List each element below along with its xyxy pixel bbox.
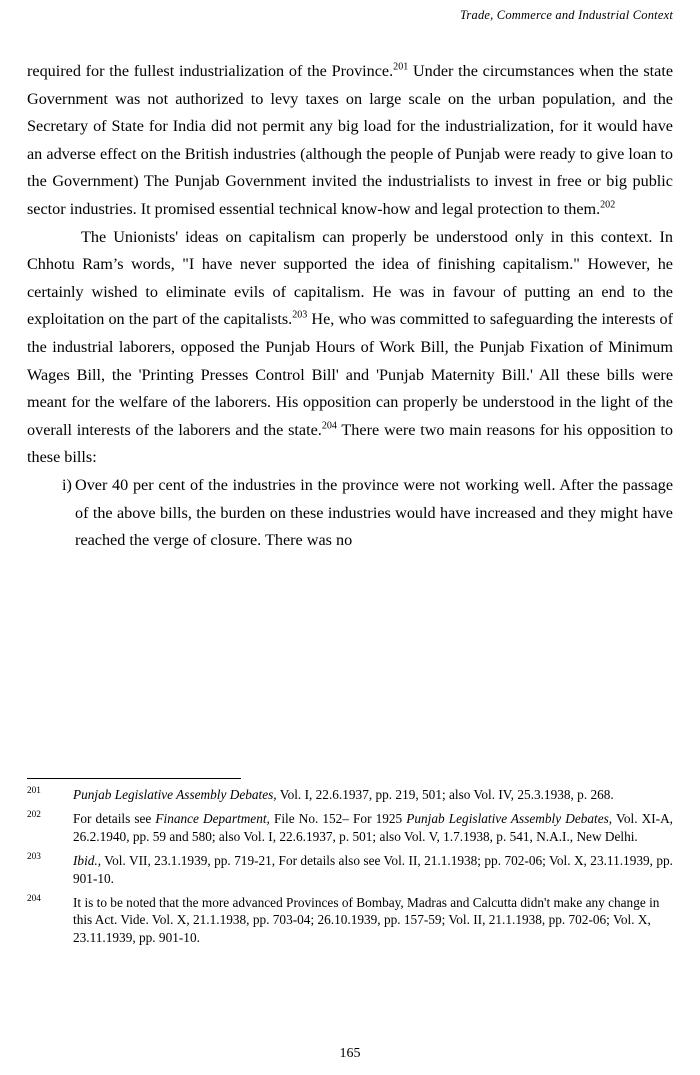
list-item — [27, 472, 673, 555]
roman-run: File No. 152– For 1925 — [269, 811, 407, 827]
footnote-number: 203 — [27, 852, 41, 863]
page-number: 165 — [339, 1046, 361, 1061]
italic-run: Finance Department, — [155, 811, 270, 827]
footnote-204 — [27, 894, 673, 946]
footnote-text — [73, 852, 673, 887]
body-text-block — [27, 58, 673, 555]
roman-run: Vol. I, 22.6.1937, pp. 219, 501; also Vol. IV, 25.3.1938, p. 268. — [276, 787, 614, 802]
footnote-area — [27, 778, 673, 953]
footnote-separator-rule — [27, 778, 241, 779]
footnote-ref-201[interactable]: 201 — [393, 61, 409, 73]
footnote-ref-204[interactable]: 204 — [321, 420, 337, 432]
roman-run: Vol. VII, 23.1.1939, pp. 719-21, For details also see Vol. II, 21.1.1938; pp. 702-06; Vol. X, 23.11.1939, pp. 901-10. — [73, 853, 673, 886]
footnote-202 — [27, 810, 673, 845]
numbered-list — [27, 472, 673, 555]
footnote-text — [73, 894, 673, 946]
list-item-marker: i) — [62, 475, 72, 494]
italic-run: Ibid., — [73, 853, 102, 869]
paragraph-2 — [27, 224, 673, 472]
paragraph-2-segment-3: There were two main reasons for his opposition to these bills: — [27, 420, 673, 467]
footnote-number: 204 — [27, 894, 41, 905]
footnote-text — [73, 810, 673, 845]
footnote-203 — [27, 852, 673, 887]
paragraph-1-segment-1: required for the fullest industrialization of the Province. — [27, 62, 394, 80]
paragraph-1-segment-2: Under the circumstances when the state Government was not authorized to levy taxes on large scale on the urban population, and the Secretary of State for India did not permit any big load for the industrialization, for it would have an adverse effect on the British industries (although the people of Punjab were ready to give loan to the Government) The Punjab Government invited the industrialists to invest in free or big public sector industries. It promised essential technical know-how and legal protection to them. — [27, 62, 674, 218]
running-header: Trade, Commerce and Industrial Context — [459, 8, 673, 22]
paragraph-2-segment-2: He, who was committed to safeguarding the interests of the industrial laborers, opposed the Punjab Hours of Work Bill, the Punjab Fixation of Minimum Wages Bill, the 'Printing Presses Control Bill' and 'Punjab Maternity Bill.' All these bills were meant for the welfare of the laborers. His opposition can properly be understood in the light of the overall interests of the laborers and the state. — [27, 310, 673, 439]
paragraph-1 — [27, 58, 673, 224]
footnote-number: 202 — [27, 810, 41, 821]
roman-run: It is to be noted that the more advanced Provinces of Bombay, Madras and Calcutta didn't make any change in this Act. Vide. Vol. X, 21.1.1938, pp. 703-04; 26.10.1939, pp. 157-59; Vol. II, 21.1.1938, pp. 702-06; Vol. X, 23.11.1939, pp. 901-10. — [73, 895, 660, 945]
footnote-ref-203[interactable]: 203 — [292, 309, 308, 321]
footnote-ref-202[interactable]: 202 — [600, 199, 616, 211]
roman-run: For details see — [73, 811, 156, 827]
list-item-text: Over 40 per cent of the industries in the province were not working well. After the passage of the above bills, the burden on these industries would have increased and they might have reached the verge of closure. There was no — [75, 475, 673, 550]
italic-run: Punjab Legislative Assembly Debates, — [73, 787, 277, 802]
italic-run: Punjab Legislative Assembly Debates, — [406, 811, 613, 827]
roman-run: Vol. XI-A, 26.2.1940, pp. 59 and 580; also Vol. I, 22.6.1937, p. 501; also Vol. V, 1.7.1938, p. 541, N.A.I., New Delhi. — [73, 811, 673, 844]
paragraph-2-segment-1: The Unionists' ideas on capitalism can properly be understood only in this context. In Chhotu Ram’s words, "I have never supported the idea of finishing capitalism." However, he certainly wished to eliminate evils of capitalism. He was in favour of putting an end to the exploitation on the part of the capitalists. — [27, 227, 673, 329]
footnote-201 — [27, 786, 673, 803]
footnote-text — [73, 786, 673, 803]
footnote-number: 201 — [27, 786, 41, 796]
